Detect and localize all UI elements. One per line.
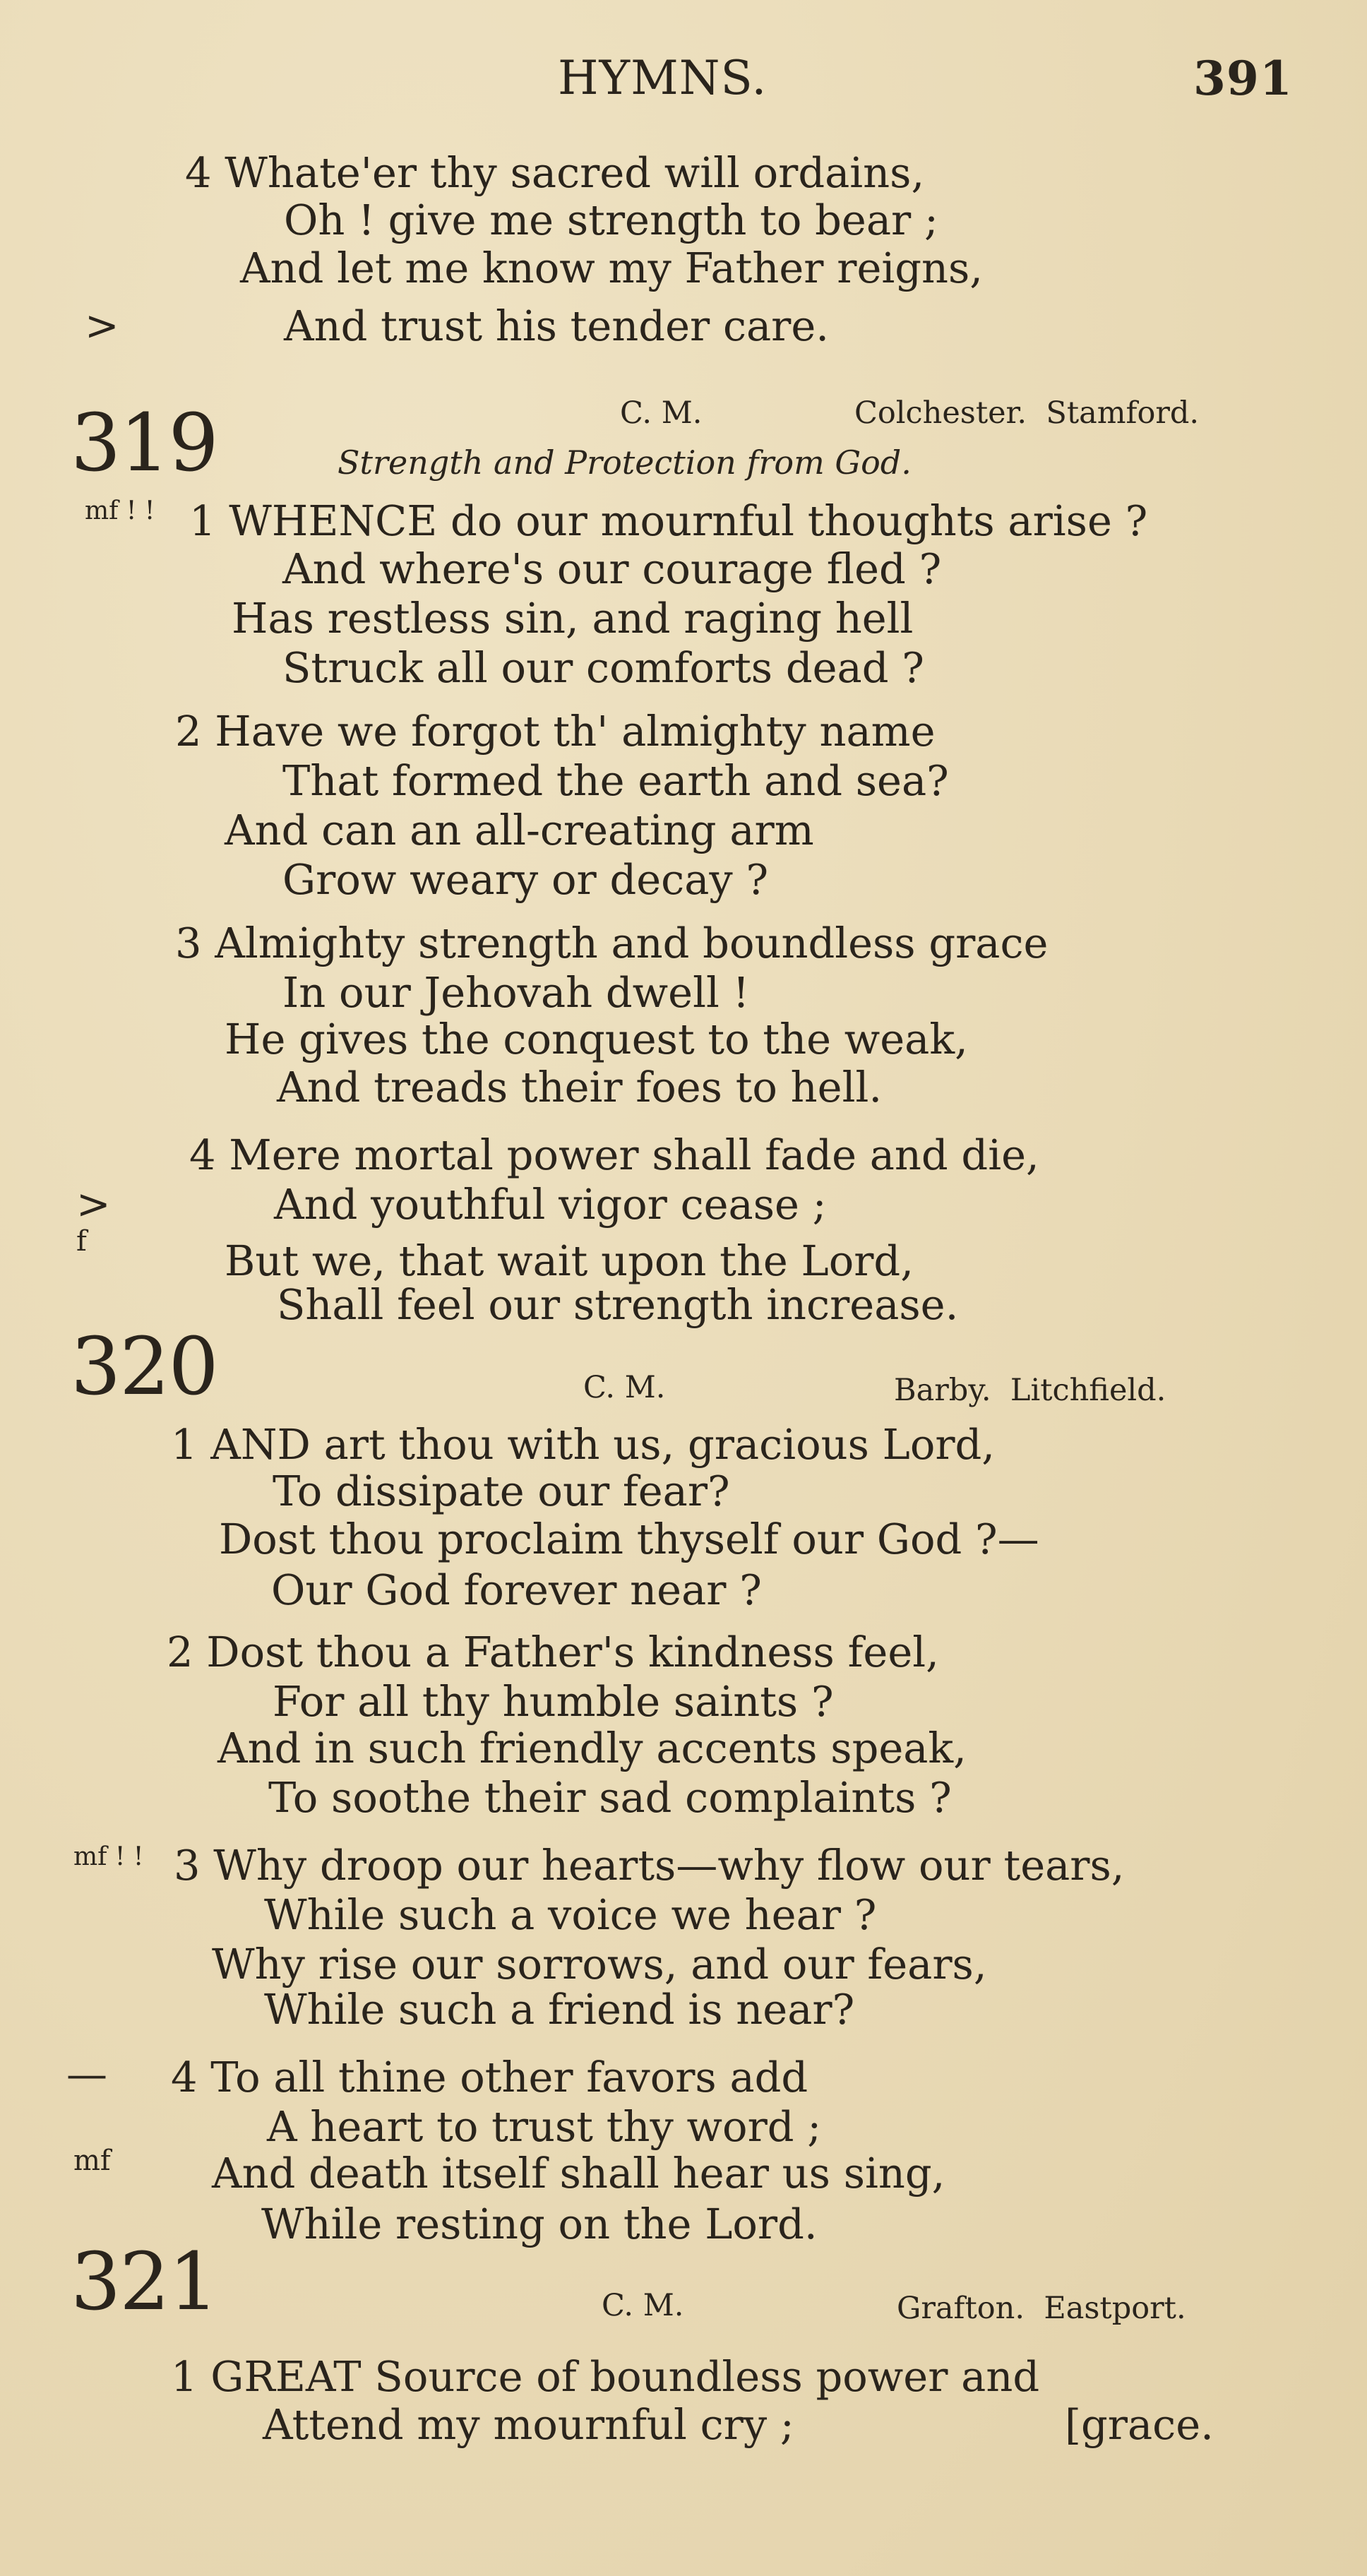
hymn-number: 320 bbox=[71, 1321, 217, 1413]
verse-line: Dost thou proclaim thyself our God ?— bbox=[219, 1515, 1039, 1563]
dynamic-mark: mf ! ! bbox=[73, 1842, 144, 1871]
verse-line: A heart to trust thy word ; bbox=[267, 2102, 822, 2151]
dynamic-mark: > bbox=[85, 302, 119, 350]
verse-line: 4 To all thine other favors add bbox=[171, 2053, 808, 2101]
verse-line: Why rise our sorrows, and our fears, bbox=[212, 1940, 987, 1988]
verse-line: Our God forever near ? bbox=[271, 1566, 762, 1614]
verse-line: 1 GREAT Source of boundless power and bbox=[171, 2352, 1040, 2401]
verse-line: Struck all our comforts dead ? bbox=[282, 643, 924, 692]
hymn-tunes: Barby. Litchfield. bbox=[894, 1373, 1166, 1408]
dynamic-mark: mf bbox=[73, 2145, 111, 2177]
dynamic-mark: mf ! ! bbox=[85, 496, 155, 525]
verse-line: And where's our courage fled ? bbox=[282, 544, 942, 593]
verse-line: And death itself shall hear us sing, bbox=[212, 2149, 945, 2198]
verse-line: While resting on the Lord. bbox=[261, 2200, 818, 2248]
verse-line: And in such friendly accents speak, bbox=[217, 1724, 967, 1772]
verse-line: Grow weary or decay ? bbox=[282, 855, 769, 904]
verse-line: Attend my mournful cry ; bbox=[263, 2400, 794, 2449]
hymn-tunes: Colchester. Stamford. bbox=[854, 395, 1200, 431]
verse-line: 2 Dost thou a Father's kindness feel, bbox=[167, 1628, 939, 1676]
dynamic-mark: f bbox=[76, 1225, 87, 1258]
verse-line: And youthful vigor cease ; bbox=[274, 1180, 827, 1229]
hymn-number: 321 bbox=[71, 2236, 217, 2328]
verse-line: He gives the conquest to the weak, bbox=[225, 1015, 968, 1063]
verse-line: And let me know my Father reigns, bbox=[240, 244, 984, 292]
verse-line: And treads their foes to hell. bbox=[277, 1063, 883, 1111]
hymn-meter: C. M. bbox=[602, 2288, 684, 2323]
verse-line: That formed the earth and sea? bbox=[282, 756, 949, 805]
verse-line: And trust his tender care. bbox=[284, 302, 830, 350]
hymn-tunes: Grafton. Eastport. bbox=[897, 2291, 1186, 2326]
verse-line: And can an all-creating arm bbox=[225, 806, 814, 854]
verse-line: Oh ! give me strength to bear ; bbox=[284, 196, 938, 244]
verse-line: In our Jehovah dwell ! bbox=[282, 968, 750, 1017]
verse-line: 3 Why droop our hearts—why flow our tears, bbox=[174, 1841, 1125, 1890]
hymn-meter: C. M. bbox=[583, 1370, 666, 1405]
page-number: 391 bbox=[1193, 51, 1293, 106]
dynamic-mark: > bbox=[76, 1180, 111, 1228]
hymn-number: 319 bbox=[71, 398, 217, 489]
verse-line: 4 Whate'er thy sacred will ordains, bbox=[185, 148, 925, 197]
verse-line: While such a friend is near? bbox=[264, 1985, 855, 2034]
verse-line: To dissipate our fear? bbox=[273, 1467, 730, 1515]
verse-line: 3 Almighty strength and boundless grace bbox=[175, 919, 1049, 967]
hymn-meter: C. M. bbox=[620, 395, 703, 431]
verse-line: [grace. bbox=[1065, 2400, 1214, 2449]
verse-line: While such a voice we hear ? bbox=[264, 1890, 877, 1939]
verse-line: For all thy humble saints ? bbox=[273, 1677, 834, 1726]
verse-line: But we, that wait upon the Lord, bbox=[225, 1236, 914, 1285]
verse-line: To soothe their sad complaints ? bbox=[268, 1773, 952, 1822]
verse-line: 1 AND art thou with us, gracious Lord, bbox=[171, 1420, 996, 1469]
running-header-title: HYMNS. bbox=[558, 51, 768, 105]
verse-line: 4 Mere mortal power shall fade and die, bbox=[189, 1131, 1039, 1179]
verse-line: 1 WHENCE do our mournful thoughts arise ? bbox=[189, 496, 1148, 545]
dynamic-mark: — bbox=[66, 2050, 107, 2098]
verse-line: 2 Have we forgot th' almighty name bbox=[175, 707, 936, 756]
verse-line: Shall feel our strength increase. bbox=[277, 1280, 959, 1329]
verse-line: Has restless sin, and raging hell bbox=[232, 594, 914, 643]
hymn-subtitle: Strength and Protection from God. bbox=[338, 443, 912, 482]
